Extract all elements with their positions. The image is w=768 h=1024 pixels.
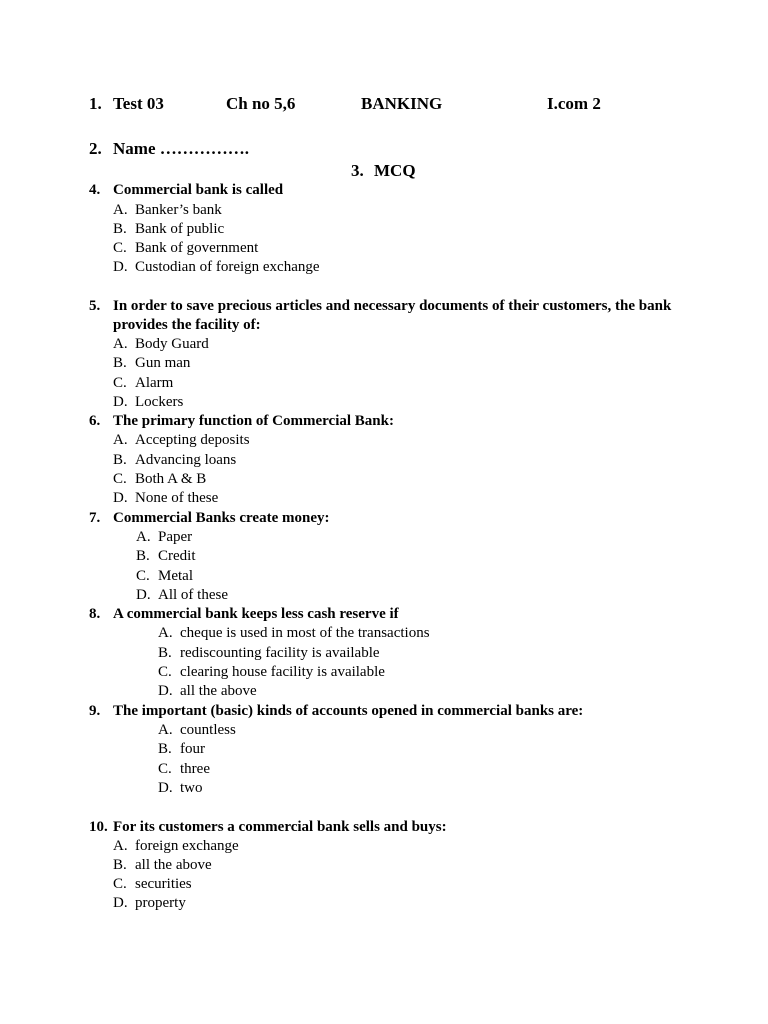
question-text: The important (basic) kinds of accounts opened in commercial banks are: [113, 703, 584, 719]
question-text: The primary function of Commercial Bank: [113, 413, 394, 429]
question-number: 5. [89, 298, 101, 314]
option-text: countless [180, 722, 236, 738]
option-letter: C. [113, 375, 127, 391]
option-letter: B. [136, 548, 150, 564]
option-letter: A. [113, 838, 128, 854]
test-title: Test 03 [113, 94, 164, 113]
class-label: I.com 2 [547, 94, 601, 113]
option-letter: B. [113, 355, 127, 371]
question-text: provides the facility of: [113, 317, 261, 333]
option-text: rediscounting facility is available [180, 645, 380, 661]
option-text: Paper [158, 529, 193, 545]
option-letter: D. [113, 394, 128, 410]
option-letter: D. [158, 683, 173, 699]
option-letter: A. [113, 336, 128, 352]
question-number: 9. [89, 703, 101, 719]
question-text: Commercial bank is called [113, 182, 284, 198]
option-text: Advancing loans [135, 452, 237, 468]
option-letter: A. [158, 625, 173, 641]
option-letter: A. [158, 722, 173, 738]
option-text: Accepting deposits [135, 432, 250, 448]
section-number: 3. [351, 161, 364, 180]
question-number: 8. [89, 606, 101, 622]
option-letter: C. [158, 664, 172, 680]
option-text: all the above [180, 683, 257, 699]
option-text: securities [135, 876, 192, 892]
question-text: For its customers a commercial bank sells and buys: [113, 819, 447, 835]
option-text: clearing house facility is available [180, 664, 385, 680]
option-letter: A. [136, 529, 151, 545]
question-text: Commercial Banks create money: [113, 510, 330, 526]
name-field[interactable]: Name ……………. [113, 139, 249, 158]
option-letter: A. [113, 202, 128, 218]
option-letter: B. [158, 741, 172, 757]
option-letter: D. [136, 587, 151, 603]
option-text: Metal [158, 568, 193, 584]
option-text: Gun man [135, 355, 191, 371]
option-text: Banker’s bank [135, 202, 222, 218]
section-title: MCQ [374, 161, 416, 180]
option-letter: B. [113, 221, 127, 237]
option-letter: C. [113, 471, 127, 487]
option-text: Both A & B [135, 471, 207, 487]
option-letter: D. [113, 259, 128, 275]
option-text: property [135, 895, 186, 911]
option-text: Bank of government [135, 240, 259, 256]
question-number: 7. [89, 510, 101, 526]
option-text: cheque is used in most of the transactions [180, 625, 430, 641]
option-letter: C. [158, 761, 172, 777]
question-text: In order to save precious articles and necessary documents of their customers, the bank [113, 298, 672, 314]
option-text: None of these [135, 490, 219, 506]
option-text: two [180, 780, 203, 796]
subject-label: BANKING [361, 94, 443, 113]
option-letter: D. [158, 780, 173, 796]
option-letter: C. [113, 240, 127, 256]
option-letter: D. [113, 490, 128, 506]
question-number: 6. [89, 413, 101, 429]
option-letter: D. [113, 895, 128, 911]
question-text: A commercial bank keeps less cash reserve if [113, 606, 399, 622]
option-text: All of these [158, 587, 228, 603]
option-text: Alarm [135, 375, 174, 391]
option-letter: C. [136, 568, 150, 584]
option-text: four [180, 741, 205, 757]
option-text: Credit [158, 548, 196, 564]
chapter-label: Ch no 5,6 [226, 94, 296, 113]
option-text: all the above [135, 857, 212, 873]
option-letter: B. [158, 645, 172, 661]
option-text: Body Guard [135, 336, 209, 352]
question-number: 10. [89, 819, 108, 835]
option-letter: B. [113, 857, 127, 873]
option-text: Custodian of foreign exchange [135, 259, 320, 275]
option-letter: C. [113, 876, 127, 892]
option-text: Bank of public [135, 221, 225, 237]
option-text: three [180, 761, 210, 777]
header-number: 1. [89, 94, 102, 113]
name-number: 2. [89, 139, 102, 158]
question-number: 4. [89, 182, 101, 198]
option-text: Lockers [135, 394, 184, 410]
option-letter: B. [113, 452, 127, 468]
option-text: foreign exchange [135, 838, 239, 854]
option-letter: A. [113, 432, 128, 448]
